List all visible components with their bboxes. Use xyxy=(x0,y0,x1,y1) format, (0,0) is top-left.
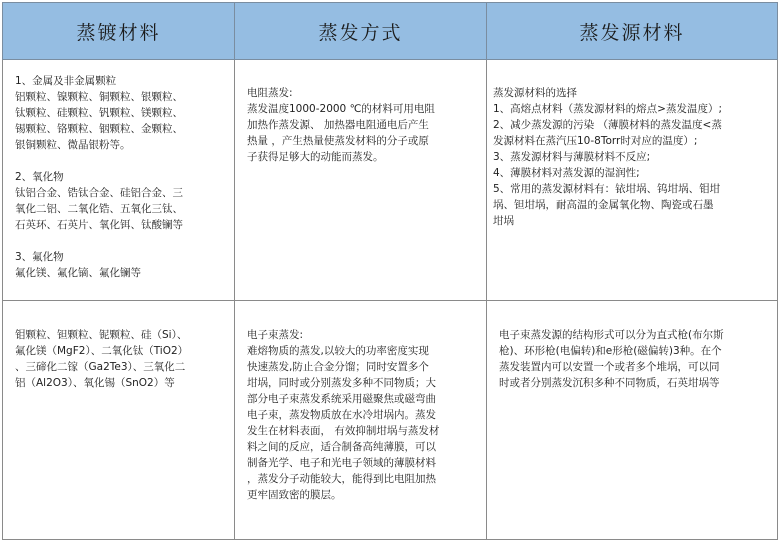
text-line: 蒸发温度1000-2000 ℃的材料可用电阻 xyxy=(247,103,435,115)
text-line: 氟化镁（MgF2）、二氧化钛（TiO2） xyxy=(15,345,189,357)
text-line: 难熔物质的蒸发,以较大的功率密度实现 xyxy=(247,345,429,357)
text-line: 子获得足够大的动能而蒸发。 xyxy=(247,151,384,163)
text-line: 蒸发源材料的选择 xyxy=(493,87,577,99)
text-line: 3、蒸发源材料与薄膜材料不反应; xyxy=(493,151,651,163)
text-line: 1、金属及非金属颗粒 xyxy=(15,75,117,87)
text-line: 电阻蒸发: xyxy=(247,87,293,99)
table-row xyxy=(3,60,778,301)
header-row xyxy=(3,3,778,60)
text-line: 铝（Al2O3）、氧化锡（SnO2）等 xyxy=(15,377,175,389)
text-line: 氧化二铝、二氧化锆、五氧化三钛、 xyxy=(15,203,183,215)
text-line: 4、薄膜材料对蒸发源的湿润性; xyxy=(493,167,640,179)
text-line: 1、高熔点材料（蒸发源材料的熔点>蒸发温度）; xyxy=(493,103,723,115)
text-line: 钼颗粒、钽颗粒、铌颗粒、硅（Si）、 xyxy=(15,329,188,341)
text-line: 石英环、石英片、氧化铒、钛酸镧等 xyxy=(15,219,183,231)
header-method: 蒸发方式 xyxy=(235,3,487,60)
text-line: 枪)、环形枪(电偏转)和e形枪(磁偏转)3种。在个 xyxy=(499,345,722,357)
cell-method-2 xyxy=(235,301,487,540)
text-line: 蒸发装置内可以安置一个或者多个堆埚，可以同 xyxy=(499,361,720,373)
text-line: 2、减少蒸发源的污染 （薄膜材料的蒸发温度<蒸 xyxy=(493,119,722,131)
text-line: 3、氟化物 xyxy=(15,251,64,263)
text-line: 氟化镁、氟化镝、氟化镧等 xyxy=(15,267,141,279)
cell-source-2 xyxy=(487,301,778,540)
text-line: 制备光学、电子和光电子领域的薄膜材料 xyxy=(247,457,436,469)
table-row xyxy=(3,301,778,540)
evaporation-table xyxy=(2,2,778,540)
cell-material-1 xyxy=(3,60,235,301)
text-line: 电子束蒸发源的结构形式可以分为直式枪(布尔斯 xyxy=(499,329,724,341)
text-line: 更牢固致密的膜层。 xyxy=(247,489,342,501)
cell-material-2 xyxy=(3,301,235,540)
text-line: 快速蒸发,防止合金分馏；同时安置多个 xyxy=(247,361,429,373)
text-line: 发源材料在蒸汽压10-8Torr时对应的温度）; xyxy=(493,135,698,147)
text-line: 部分电子束蒸发系统采用磁聚焦或磁弯曲 xyxy=(247,393,436,405)
text-line: 电子束，蒸发物质放在水冷坩埚内。蒸发 xyxy=(247,409,436,421)
text-line: 坩埚 xyxy=(493,215,514,227)
cell-method-1 xyxy=(235,60,487,301)
text-line: 铝颗粒、镍颗粒、铜颗粒、银颗粒、 xyxy=(15,91,183,103)
text-line: 料之间的反应，适合制备高纯薄膜，可以 xyxy=(247,441,436,453)
text-line: 钛铝合金、锆钛合金、硅铝合金、三 xyxy=(15,187,183,199)
text-line: 埚、钽坩埚，耐高温的金属氧化物、陶瓷或石墨 xyxy=(493,199,714,211)
cell-source-1 xyxy=(487,60,778,301)
text-line: 坩埚，同时或分别蒸发多种不同物质；大 xyxy=(247,377,436,389)
text-line: ，蒸发分子动能较大，能得到比电阻加热 xyxy=(247,473,436,485)
text-line: 5、常用的蒸发源材料有：铱坩埚、钨坩埚、钼坩 xyxy=(493,183,721,195)
text-line: 钛颗粒、硅颗粒、钒颗粒、镁颗粒、 xyxy=(15,107,183,119)
text-line: 时或者分别蒸发沉积多种不同物质，石英坩埚等 xyxy=(499,377,720,389)
text-line: 电子束蒸发: xyxy=(247,329,304,341)
text-line: 发生在材料表面， 有效抑制坩埚与蒸发材 xyxy=(247,425,440,437)
text-line: 2、氧化物 xyxy=(15,171,64,183)
text-line: 、三碲化二镓（Ga2Te3）、三氧化二 xyxy=(15,361,186,373)
comparison-table-container xyxy=(2,2,777,542)
header-source: 蒸发源材料 xyxy=(487,3,778,60)
text-line: 热量 ，产生热量使蒸发材料的分子或原 xyxy=(247,135,429,147)
text-line: 银铜颗粒、微晶银粉等。 xyxy=(15,139,131,151)
header-material: 蒸镀材料 xyxy=(3,3,235,60)
text-line: 加热作蒸发源、 加热器电阻通电后产生 xyxy=(247,119,429,131)
text-line: 锡颗粒、铬颗粒、铟颗粒、金颗粒、 xyxy=(15,123,183,135)
